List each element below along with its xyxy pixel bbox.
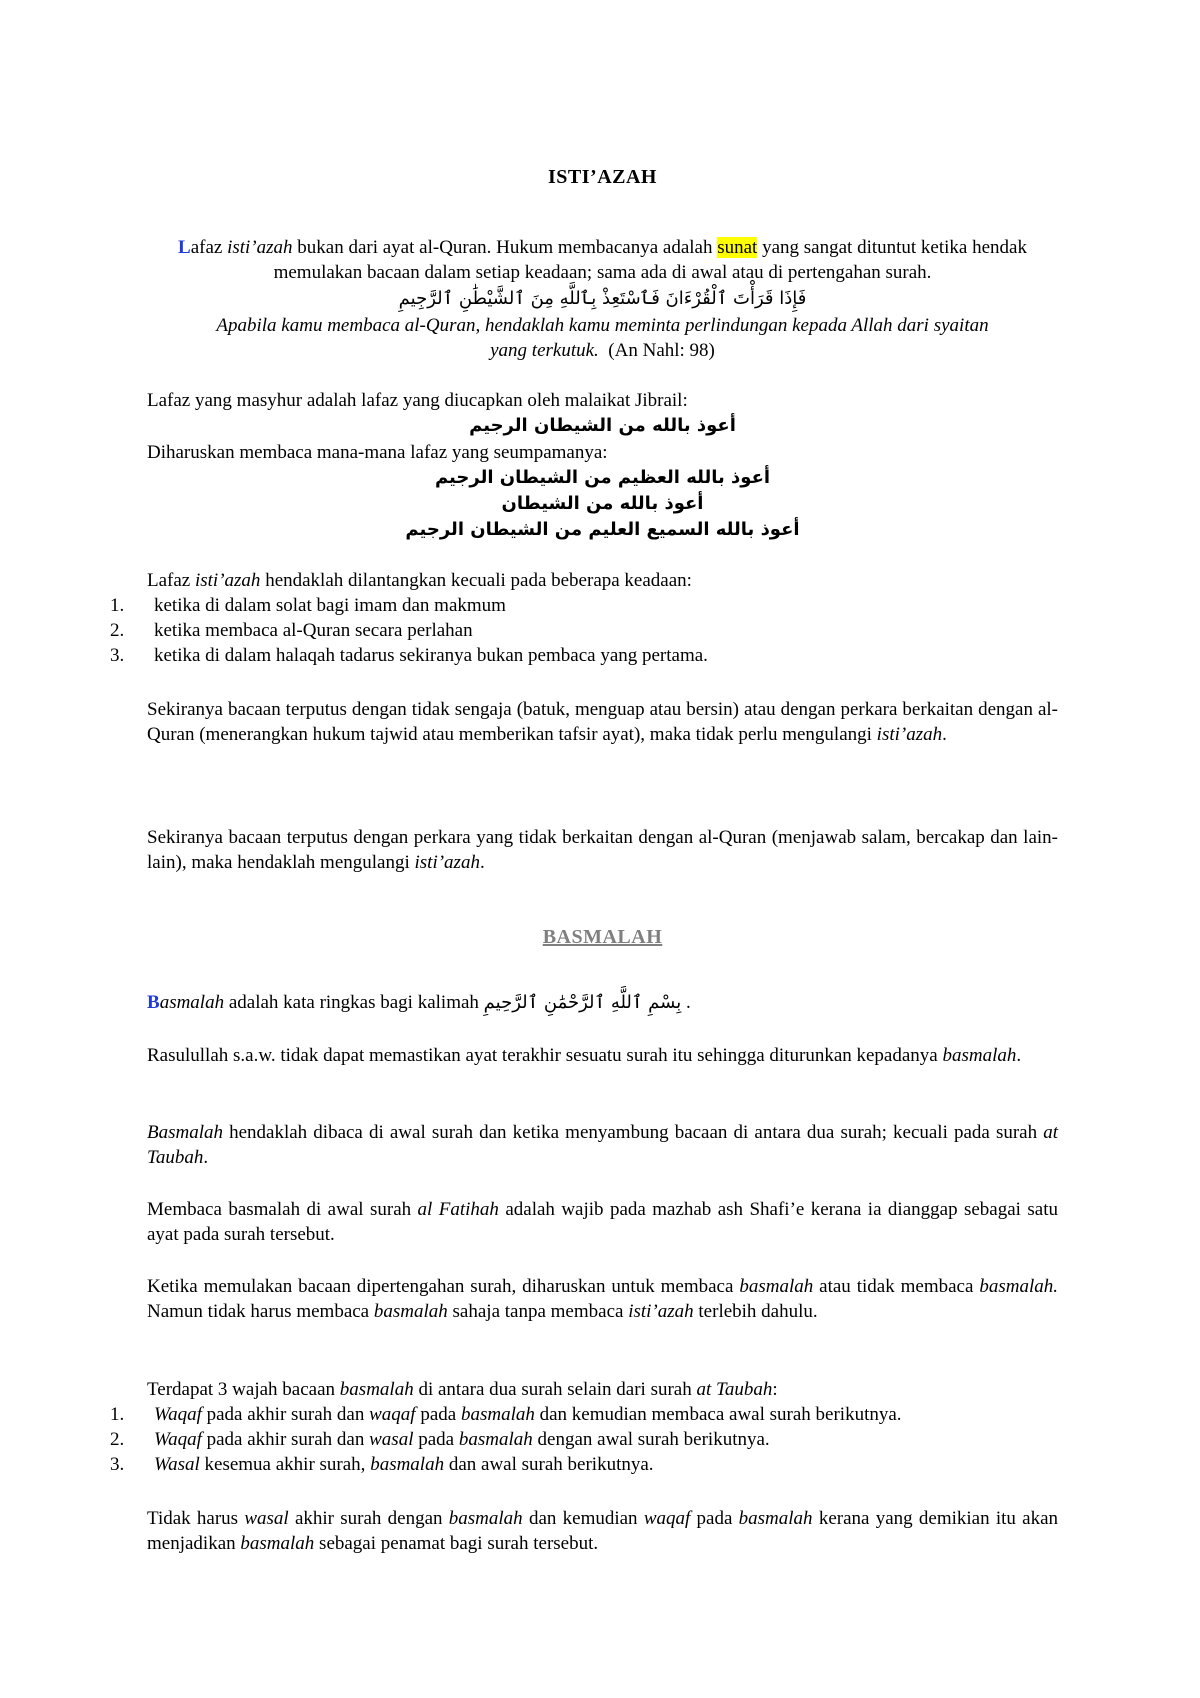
- list-item: 2. ketika membaca al-Quran secara perlahan: [110, 620, 473, 641]
- verse-reference: (An Nahl: 98): [608, 340, 715, 361]
- basmalah-paragraph-1: Basmalah adalah kata ringkas bagi kalimah بِسْمِ ٱللَّهِ ٱلرَّحْمَٰنِ ٱلرَّحِيمِ .: [147, 992, 691, 1013]
- basmalah-arabic: بِسْمِ ٱللَّهِ ٱلرَّحْمَٰنِ ٱلرَّحِيمِ: [483, 992, 682, 1013]
- verse-translation: Apabila kamu membaca al-Quran, hendaklah kamu meminta perlindungan kepada Allah dari syaitan yang terkutuk. (An Nahl: 98): [216, 315, 989, 361]
- basmalah-paragraph-7: Tidak harus wasal akhir surah dengan basmalah dan kemudian waqaf pada basmalah kerana yang demikian itu akan menjadikan basmalah sebagai penamat bagi surah tersebut.: [147, 1508, 1059, 1554]
- arabic-line-2: أعوذ بالله العظيم من الشيطان الرجيم: [434, 467, 771, 488]
- istiazah-paragraph-4: Lafaz isti’azah hendaklah dilantangkan kecuali pada beberapa keadaan:: [147, 570, 692, 591]
- list-item: 3. ketika di dalam halaqah tadarus sekiranya bukan pembaca yang pertama.: [110, 645, 708, 666]
- section-title-basmalah: BASMALAH: [542, 926, 663, 948]
- list-item: 1. Waqaf pada akhir surah dan waqaf pada basmalah dan kemudian membaca awal surah berikutnya.: [110, 1404, 902, 1425]
- list-item: 3. Wasal kesemua akhir surah, basmalah dan awal surah berikutnya.: [110, 1454, 654, 1475]
- istiazah-paragraph-2: Lafaz yang masyhur adalah lafaz yang diucapkan oleh malaikat Jibrail:: [147, 390, 688, 411]
- highlight-sunat: sunat: [717, 237, 758, 258]
- basmalah-paragraph-5: Ketika memulakan bacaan dipertengahan surah, diharuskan untuk membaca basmalah atau tidak membaca basmalah. Namun tidak harus membaca basmalah sahaja tanpa membaca isti’azah terlebih dahulu.: [147, 1276, 1058, 1322]
- dropcap-b: B: [147, 992, 160, 1013]
- dropcap-l: L: [178, 237, 191, 258]
- istiazah-paragraph-1: Lafaz isti’azah bukan dari ayat al-Quran. Hukum membacanya adalah sunat yang sangat dituntut ketika hendak memulakan bacaan dalam setiap keadaan; sama ada di awal atau di pertengahan surah.: [178, 237, 1027, 283]
- istiazah-exception-list: [110, 593, 1058, 668]
- section-title-istiazah: ISTI’AZAH: [548, 166, 657, 188]
- arabic-line-1: أعوذ بالله من الشيطان الرجيم: [469, 415, 736, 436]
- basmalah-paragraph-4: Membaca basmalah di awal surah al Fatihah adalah wajib pada mazhab ash Shafi’e kerana ia dianggap sebagai satu ayat pada surah tersebut.: [147, 1199, 1058, 1245]
- quran-verse-arabic: فَإِذَا قَرَأْتَ ٱلْقُرْءَانَ فَٱسْتَعِذْ بِٱللَّهِ مِنَ ٱلشَّيْطَٰنِ ٱلرَّجِيمِ: [398, 288, 807, 309]
- arabic-line-3: أعوذ بالله من الشيطان: [501, 493, 704, 514]
- basmalah-paragraph-3: Basmalah hendaklah dibaca di awal surah dan ketika menyambung bacaan di antara dua surah; kecuali pada surah at Taubah.: [147, 1122, 1058, 1168]
- istiazah-paragraph-5: Sekiranya bacaan terputus dengan tidak sengaja (batuk, menguap atau bersin) atau dengan perkara berkaitan dengan al-Quran (menerangkan hukum tajwid atau memberikan tafsir ayat), maka tidak perlu mengulangi isti’azah.: [147, 699, 1058, 745]
- basmalah-paragraph-2: Rasulullah s.a.w. tidak dapat memastikan ayat terakhir sesuatu surah itu sehingga diturunkan kepadanya basmalah.: [147, 1045, 1022, 1066]
- list-item: 1. ketika di dalam solat bagi imam dan makmum: [110, 595, 506, 616]
- arabic-line-4: أعوذ بالله السميع العليم من الشيطان الرجيم: [405, 519, 800, 540]
- basmalah-paragraph-6: Terdapat 3 wajah bacaan basmalah di antara dua surah selain dari surah at Taubah:: [147, 1379, 778, 1400]
- istiazah-paragraph-3: Diharuskan membaca mana-mana lafaz yang seumpamanya:: [147, 442, 608, 463]
- list-item: 2. Waqaf pada akhir surah dan wasal pada basmalah dengan awal surah berikutnya.: [110, 1429, 770, 1450]
- basmalah-ways-list: [110, 1402, 1058, 1477]
- istiazah-paragraph-6: Sekiranya bacaan terputus dengan perkara yang tidak berkaitan dengan al-Quran (menjawab salam, bercakap dan lain-lain), maka hendaklah mengulangi isti’azah.: [147, 827, 1058, 873]
